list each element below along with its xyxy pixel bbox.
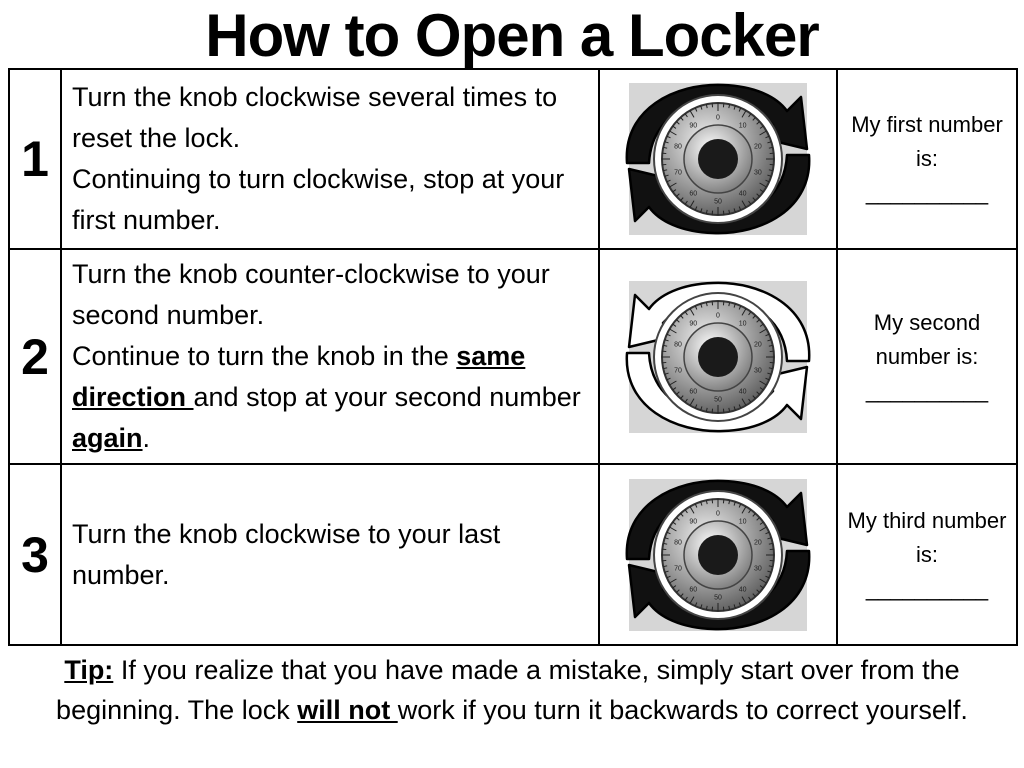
dial-label: 80 xyxy=(674,143,682,151)
step-number: 2 xyxy=(9,249,61,464)
dial-label: 0 xyxy=(716,114,720,122)
emphasis-text: again xyxy=(72,423,143,453)
instruction-line xyxy=(72,336,590,459)
instruction-text: and stop at your second number xyxy=(193,382,581,412)
answer-label: My second number is: xyxy=(873,309,981,369)
dial-label: 90 xyxy=(689,122,698,130)
dial-label: 60 xyxy=(689,387,698,395)
knob-center xyxy=(698,535,738,575)
dial-label: 90 xyxy=(689,320,698,328)
dial-label: 10 xyxy=(738,518,747,526)
answer-blank: __________ xyxy=(865,180,989,205)
tip-emphasis: will not xyxy=(297,695,398,725)
lock-dial-icon xyxy=(654,491,782,619)
answer-cell xyxy=(837,464,1017,645)
answer-label: My third number is: xyxy=(847,507,1007,567)
lock-dial-icon xyxy=(654,95,782,223)
answer-cell xyxy=(837,249,1017,464)
tip-text: work if you turn it backwards to correct yourself. xyxy=(397,695,968,725)
lock-image-cell xyxy=(599,464,837,645)
instruction-text: . xyxy=(142,423,151,453)
step-number: 1 xyxy=(9,69,61,249)
emphasis-text: same direction xyxy=(72,341,526,412)
dial-label: 40 xyxy=(738,387,747,395)
tip-text: If you realize that you have made a mistake, simply start over from the beginning. The lock xyxy=(56,655,960,725)
page-title: How to Open a Locker xyxy=(205,2,819,69)
step-row xyxy=(9,464,1017,645)
dial-label: 40 xyxy=(738,585,747,593)
dial-label: 20 xyxy=(754,143,762,151)
instruction-text: Continue to turn the knob in the xyxy=(72,341,457,371)
dial-label: 90 xyxy=(689,518,698,526)
step-instructions xyxy=(61,249,599,464)
instruction-line: Turn the knob clockwise to your last number. xyxy=(72,518,501,590)
dial-label: 60 xyxy=(689,585,698,593)
dial-label: 40 xyxy=(738,190,747,198)
step-instructions xyxy=(61,464,599,645)
dial-label: 30 xyxy=(754,366,762,374)
dial-label: 70 xyxy=(674,366,682,374)
dial-label: 70 xyxy=(674,564,682,572)
instruction-line: Turn the knob counter-clockwise to your second number. xyxy=(72,259,550,330)
dial-label: 30 xyxy=(754,169,762,177)
step-row xyxy=(9,69,1017,249)
instruction-line: Turn the knob clockwise several times to reset the lock. xyxy=(72,82,558,153)
dial-label: 20 xyxy=(754,539,762,547)
step-row xyxy=(9,249,1017,464)
combination-lock-counterclockwise-icon xyxy=(605,277,831,437)
lock-dial-icon xyxy=(654,293,782,421)
knob-center xyxy=(698,337,738,377)
step-number: 3 xyxy=(9,464,61,645)
dial-label: 0 xyxy=(716,312,720,319)
answer-cell xyxy=(837,69,1017,249)
dial-label: 50 xyxy=(714,396,722,403)
steps-table xyxy=(8,68,1018,646)
knob-center xyxy=(698,139,738,179)
dial-label: 0 xyxy=(716,510,720,517)
dial-label: 10 xyxy=(738,122,747,130)
dial-label: 10 xyxy=(738,320,747,328)
answer-blank: __________ xyxy=(865,575,989,601)
lock-image-cell xyxy=(599,69,837,249)
dial-label: 60 xyxy=(689,190,698,198)
lock-image-cell xyxy=(599,249,837,464)
combination-lock-clockwise-icon xyxy=(605,475,831,635)
dial-label: 70 xyxy=(674,169,682,177)
dial-label: 30 xyxy=(754,564,762,572)
step-instructions xyxy=(61,69,599,249)
tip-paragraph xyxy=(8,650,1016,730)
answer-label: My first number is: xyxy=(851,112,1003,171)
answer-blank: __________ xyxy=(865,377,989,403)
instruction-line: Continuing to turn clockwise, stop at your first number. xyxy=(72,164,565,235)
dial-label: 80 xyxy=(674,341,682,349)
tip-label: Tip: xyxy=(64,655,114,685)
dial-label: 80 xyxy=(674,539,682,547)
dial-label: 50 xyxy=(714,594,722,601)
dial-label: 50 xyxy=(714,198,722,206)
dial-label: 20 xyxy=(754,341,762,349)
combination-lock-clockwise-icon xyxy=(605,79,831,239)
